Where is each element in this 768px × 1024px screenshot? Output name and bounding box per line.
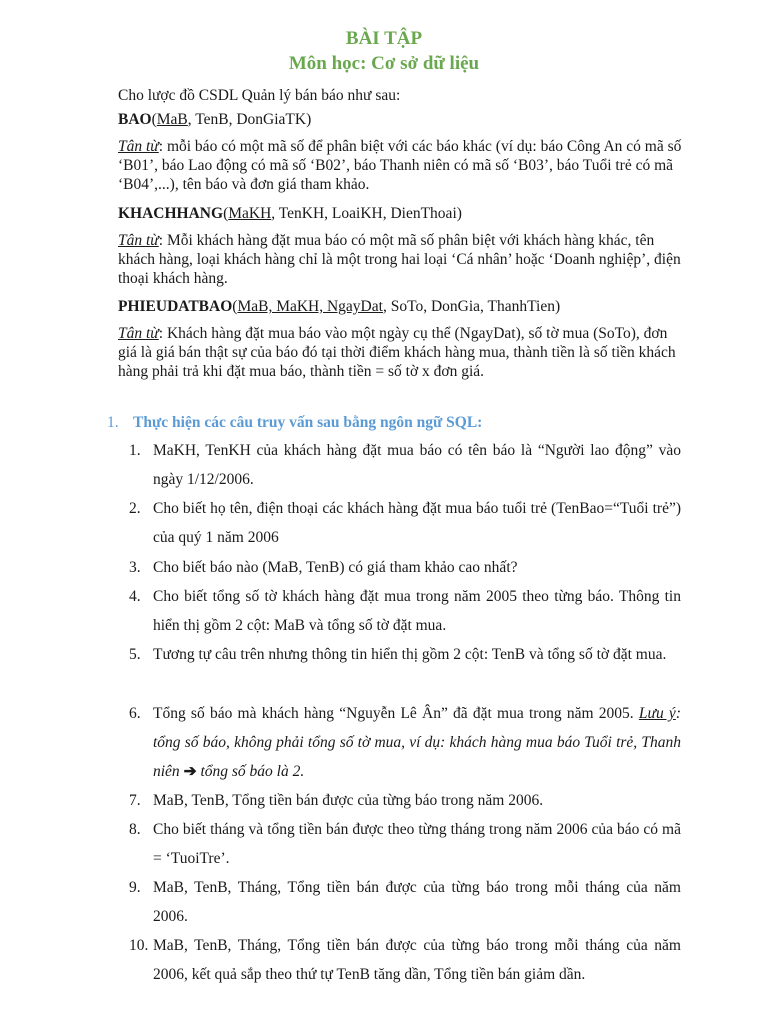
primary-key: MaB: [156, 111, 188, 128]
tantu-label: Tân từ: [118, 138, 159, 155]
item-number: 1.: [129, 442, 141, 459]
item-text: MaB, TenB, Tổng tiền bán được của từng báo trong năm 2006.: [153, 792, 544, 809]
item-text: Cho biết họ tên, điện thoại các khách hàng đặt mua báo tuổi trẻ (TenBao=“Tuổi trẻ”) của quý 1 năm 2006: [153, 500, 681, 546]
list-item: [129, 931, 681, 989]
schema-phieudatbao-description: Tân từ: Khách hàng đặt mua báo vào một ngày cụ thể (NgayDat), số tờ mua (SoTo), đơn giá là giá bán thật sự của báo đó tại thời điểm khách hàng mua, thành tiền là số tiền khách hàng phải trả khi đặt mua báo, thành tiền = số tờ x đơn giá.: [118, 325, 676, 380]
table-name: PHIEUDATBAO: [118, 298, 233, 315]
list-item: [129, 786, 681, 815]
intro-text: Cho lược đồ CSDL Quản lý bán báo như sau:: [118, 87, 401, 104]
item-text: Tương tự câu trên nhưng thông tin hiển thị gồm 2 cột: TenB và tổng số tờ đặt mua.: [153, 646, 667, 663]
schema-khachhang: KHACHHANG(MaKH, TenKH, LoaiKH, DienThoai): [118, 205, 462, 222]
list-item: [129, 582, 681, 640]
section-number: 1.: [107, 414, 119, 431]
item-number: 7.: [129, 792, 141, 809]
schema-bao-description: Tân từ: mỗi báo có một mã số để phân biệt với các báo khác (ví dụ: báo Công An có mã số ‘B01’, báo Lao động có mã số ‘B02’, báo Thanh niên có mã số ‘B03’, báo Tuổi trẻ có mã ‘B04’,...), tên báo và đơn giá tham khảo.: [118, 138, 682, 193]
item-text: Tổng số báo mà khách hàng “Nguyễn Lê Ân” đã đặt mua trong năm 2005. Lưu ý: tổng số báo, không phải tổng số tờ mua, ví dụ: khách hàng mua báo Tuổi trẻ, Thanh niên ➔ tổng số báo là 2.: [153, 705, 681, 780]
list-item: [129, 699, 681, 786]
schema-bao: BAO(MaB, TenB, DonGiaTK): [118, 111, 312, 128]
list-item: [129, 553, 681, 582]
list-item: [129, 815, 681, 873]
item-text: Cho biết tháng và tổng tiền bán được theo từng tháng trong năm 2006 của báo có mã = ‘TuoiTre’.: [153, 821, 681, 867]
list-item: [129, 640, 681, 698]
note-text: : tổng số báo, không phải tổng số tờ mua, ví dụ: khách hàng mua báo Tuổi trẻ, Thanh niên: [153, 705, 681, 780]
item-number: 8.: [129, 821, 141, 838]
item-number: 10.: [129, 937, 149, 954]
item-text: MaKH, TenKH của khách hàng đặt mua báo có tên báo là “Người lao động” vào ngày 1/12/2006.: [153, 442, 681, 488]
list-item: [129, 436, 681, 494]
item-text: MaB, TenB, Tháng, Tổng tiền bán được của từng báo trong mỗi tháng của năm 2006, kết quả sắp theo thứ tự TenB tăng dần, Tổng tiền bán giảm dần.: [153, 937, 681, 983]
schema-phieudatbao: PHIEUDATBAO(MaB, MaKH, NgayDat, SoTo, DonGia, ThanhTien): [118, 298, 561, 315]
document-title: BÀI TẬP: [345, 28, 423, 49]
item-number: 5.: [129, 646, 141, 663]
arrow-right-icon: ➔: [183, 763, 197, 780]
list-item: [129, 494, 681, 552]
item-number: 3.: [129, 559, 141, 576]
note-label: Lưu ý: [638, 705, 676, 722]
primary-key: MaKH: [228, 205, 272, 222]
schema-khachhang-description: Tân từ: Mỗi khách hàng đặt mua báo có một mã số phân biệt với khách hàng khác, tên khách hàng, loại khách hàng chỉ là một trong hai loại ‘Cá nhân’ hoặc ‘Doanh nghiệp’, điện thoại khách hàng.: [118, 232, 681, 287]
item-number: 9.: [129, 879, 141, 896]
item-text: Cho biết báo nào (MaB, TenB) có giá tham khảo cao nhất?: [153, 559, 518, 576]
table-name: BAO: [118, 111, 152, 128]
item-text: MaB, TenB, Tháng, Tổng tiền bán được của từng báo trong mỗi tháng của năm 2006.: [153, 879, 681, 925]
tantu-label: Tân từ: [118, 232, 159, 249]
list-item: [129, 873, 681, 931]
item-text: Cho biết tổng số tờ khách hàng đặt mua trong năm 2005 theo từng báo. Thông tin hiển thị gồm 2 cột: MaB và tổng số tờ đặt mua.: [153, 588, 681, 634]
section-heading: Thực hiện các câu truy vấn sau bằng ngôn ngữ SQL:: [133, 414, 483, 431]
item-number: 4.: [129, 588, 141, 605]
tantu-label: Tân từ: [118, 325, 159, 342]
primary-key: MaB, MaKH, NgayDat: [237, 298, 383, 315]
table-name: KHACHHANG: [118, 205, 224, 222]
item-number: 6.: [129, 705, 141, 722]
item-number: 2.: [129, 500, 141, 517]
document-subtitle: Môn học: Cơ sở dữ liệu: [288, 53, 480, 74]
